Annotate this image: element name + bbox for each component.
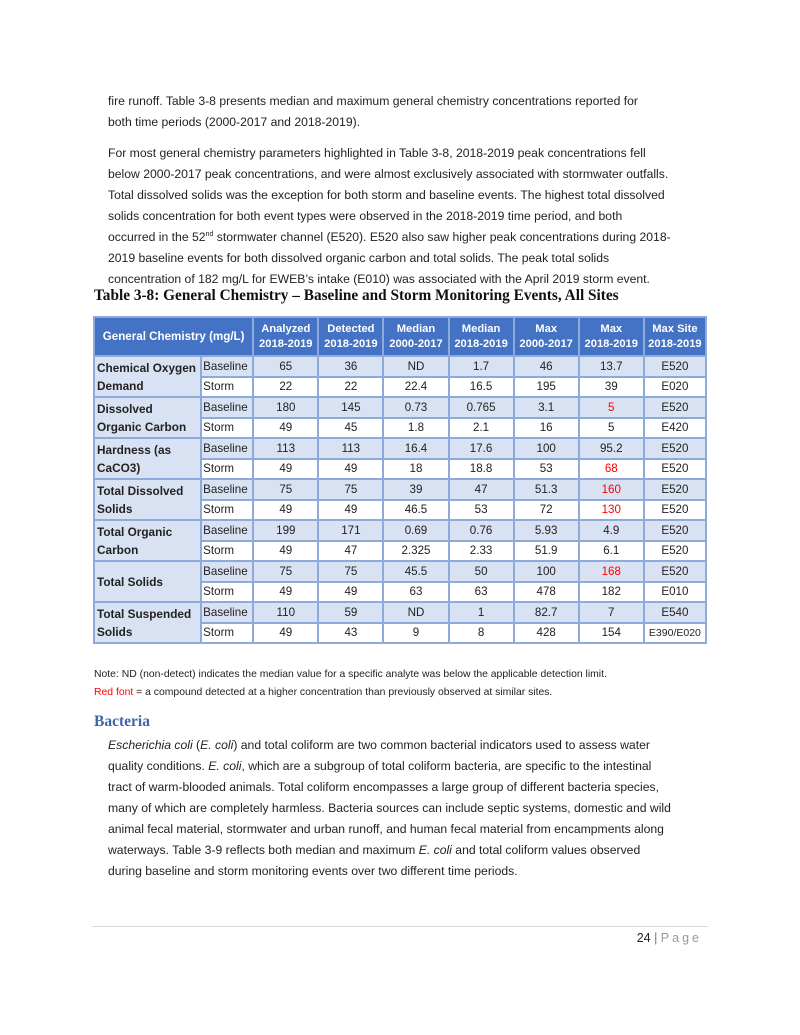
event-type: Storm [201,418,253,439]
text-segment: during baseline and storm monitoring events over two different time periods. [108,864,518,878]
column-header-label: Max [535,322,558,335]
value-cell: 113 [253,438,318,459]
value-cell: E520 [644,397,706,418]
text-segment: E. coli [418,843,452,857]
text-segment: 2019 baseline events for both dissolved organic carbon and total solids. The peak total solids [108,251,610,265]
value-cell: 22.4 [383,377,448,398]
parameter-name: Dissolved Organic Carbon [94,397,201,438]
superscript: nd [205,231,214,238]
value-cell: 100 [514,561,579,582]
column-header [449,317,514,356]
table-row [94,356,706,377]
text-line [108,187,665,203]
column-header-period: 2018-2019 [454,337,508,350]
text-segment: below 2000-2017 peak concentrations, and were almost exclusively associated with stormwater outfalls. [108,167,669,181]
text-line [108,114,360,130]
column-header [253,317,318,356]
table-row [94,479,706,500]
value-cell: 63 [383,582,448,603]
value-cell: 2.1 [449,418,514,439]
value-cell: 1.7 [449,356,514,377]
text-line [108,737,650,753]
text-segment: Total dissolved solids was the exception for both storm and baseline events. The highest total dissolved [108,188,665,202]
value-cell: 75 [318,479,383,500]
event-type: Storm [201,500,253,521]
value-cell: 130 [579,500,644,521]
value-cell: 46.5 [383,500,448,521]
value-cell: 51.3 [514,479,579,500]
value-cell: 51.9 [514,541,579,562]
column-header-label: Max [600,322,623,335]
table-row [94,561,706,582]
value-cell: 182 [579,582,644,603]
value-cell: E420 [644,418,706,439]
value-cell: 100 [514,438,579,459]
text-segment: and total coliform values observed [451,843,641,857]
column-header-label: Detected [327,322,375,335]
value-cell: 428 [514,623,579,644]
value-cell: 46 [514,356,579,377]
value-cell: 3.1 [514,397,579,418]
value-cell: 43 [318,623,383,644]
text-segment: waterways. Table 3-9 reflects both median and maximum [108,843,419,857]
table-row [94,397,706,418]
value-cell: E010 [644,582,706,603]
text-segment: For most general chemistry parameters highlighted in Table 3-8, 2018-2019 peak concentrations fell [108,146,646,160]
column-header [579,317,644,356]
column-header-period: 2000-2017 [389,337,443,350]
value-cell: 199 [253,520,318,541]
value-cell: 63 [449,582,514,603]
text-line [108,250,609,266]
page-footer [637,931,702,945]
value-cell: 18 [383,459,448,480]
value-cell: 0.765 [449,397,514,418]
text-line [108,145,646,161]
general-chemistry-table [93,316,707,644]
text-segment: tract of warm-blooded animals. Total coliform encompasses a large group of different bacteria species, [108,780,659,794]
value-cell: 2.33 [449,541,514,562]
value-cell: 16.5 [449,377,514,398]
value-cell: 0.73 [383,397,448,418]
event-type: Baseline [201,602,253,623]
event-type: Storm [201,582,253,603]
section-heading-bacteria: Bacteria [94,713,150,730]
table-row [94,438,706,459]
parameter-name: Total Organic Carbon [94,520,201,561]
value-cell: 17.6 [449,438,514,459]
column-header-period: 2018-2019 [324,337,378,350]
value-cell: E020 [644,377,706,398]
table-row [94,602,706,623]
value-cell: 59 [318,602,383,623]
value-cell: 22 [318,377,383,398]
value-cell: 7 [579,602,644,623]
value-cell: E520 [644,459,706,480]
text-segment: stormwater channel (E520). E520 also saw higher peak concentrations during 2018- [213,230,671,244]
event-type: Baseline [201,438,253,459]
column-header-period: 2000-2017 [519,337,573,350]
value-cell: 195 [514,377,579,398]
value-cell: E520 [644,356,706,377]
value-cell: 49 [318,500,383,521]
value-cell: 1 [449,602,514,623]
column-header-label: Median [461,322,501,335]
table-header-row [94,317,706,356]
header-general-chemistry: General Chemistry (mg/L) [94,317,253,356]
value-cell: E390/E020 [644,623,706,644]
event-type: Baseline [201,561,253,582]
value-cell: 154 [579,623,644,644]
value-cell: 49 [318,459,383,480]
value-cell: 95.2 [579,438,644,459]
column-header-label: Max Site [652,322,698,335]
text-segment: fire runoff. Table 3-8 presents median and maximum general chemistry concentrations reported for [108,94,638,108]
event-type: Storm [201,377,253,398]
event-type: Baseline [201,479,253,500]
table-note-nd: Note: ND (non-detect) indicates the median value for a specific analyte was below the applicable detection limit. [94,669,607,680]
text-segment: ( [192,738,201,752]
text-segment: many of which are completely harmless. Bacteria sources can include septic systems, domestic and wild [108,801,671,815]
text-segment: , which are a subgroup of total coliform bacteria, are specific to the intestinal [241,759,652,773]
event-type: Storm [201,623,253,644]
value-cell: 16 [514,418,579,439]
text-line [108,821,664,837]
event-type: Baseline [201,356,253,377]
value-cell: E520 [644,520,706,541]
column-header-period: 2018-2019 [648,337,702,350]
value-cell: 5 [579,418,644,439]
text-segment: occurred in the 52 [108,230,206,244]
parameter-name: Total Suspended Solids [94,602,201,643]
value-cell: 49 [253,459,318,480]
value-cell: 39 [579,377,644,398]
column-header-period: 2018-2019 [259,337,313,350]
parameter-name: Total Dissolved Solids [94,479,201,520]
value-cell: 49 [253,418,318,439]
value-cell: 82.7 [514,602,579,623]
value-cell: E520 [644,479,706,500]
table-title: Table 3-8: General Chemistry – Baseline and Storm Monitoring Events, All Sites [94,287,619,304]
value-cell: 168 [579,561,644,582]
value-cell: E520 [644,561,706,582]
page-label: Page [660,931,702,945]
column-header [514,317,579,356]
value-cell: 2.325 [383,541,448,562]
value-cell: 75 [253,479,318,500]
text-segment: animal fecal material, stormwater and urban runoff, and human fecal material from encampments along [108,822,664,836]
value-cell: 72 [514,500,579,521]
value-cell: 9 [383,623,448,644]
value-cell: 50 [449,561,514,582]
event-type: Baseline [201,520,253,541]
text-segment: solids concentration for both event types were observed in the 2018-2019 time period, and both [108,209,623,223]
column-header-period: 2018-2019 [584,337,639,350]
column-header-label: Median [396,322,436,335]
value-cell: 47 [318,541,383,562]
text-line [108,758,651,774]
value-cell: 49 [253,500,318,521]
event-type: Storm [201,541,253,562]
value-cell: 180 [253,397,318,418]
value-cell: 110 [253,602,318,623]
text-line [108,842,640,858]
value-cell: 49 [253,582,318,603]
value-cell: 1.8 [383,418,448,439]
parameter-name: Total Solids [94,561,201,602]
value-cell: 75 [253,561,318,582]
value-cell: 160 [579,479,644,500]
value-cell: 49 [253,623,318,644]
value-cell: 0.69 [383,520,448,541]
text-segment: E. coli [208,759,242,773]
text-segment: ) and total coliform are two common bacterial indicators used to assess water [233,738,650,752]
value-cell: E520 [644,438,706,459]
value-cell: ND [383,602,448,623]
text-line [108,800,671,816]
text-line [108,229,671,245]
page-separator: | [650,931,661,945]
value-cell: 47 [449,479,514,500]
value-cell: 8 [449,623,514,644]
footer-divider [92,926,708,927]
value-cell: 75 [318,561,383,582]
value-cell: 45.5 [383,561,448,582]
value-cell: 53 [514,459,579,480]
value-cell: ND [383,356,448,377]
text-line [108,863,518,879]
value-cell: 53 [449,500,514,521]
text-segment: both time periods (2000-2017 and 2018-2019). [108,115,361,129]
value-cell: E520 [644,541,706,562]
text-line [108,271,650,287]
value-cell: 22 [253,377,318,398]
value-cell: 0.76 [449,520,514,541]
event-type: Baseline [201,397,253,418]
column-header [644,317,706,356]
text-segment: quality conditions. [108,759,209,773]
column-header [383,317,448,356]
value-cell: 16.4 [383,438,448,459]
value-cell: 39 [383,479,448,500]
text-segment: Escherichia coli [108,738,193,752]
value-cell: 5.93 [514,520,579,541]
value-cell: 145 [318,397,383,418]
value-cell: 113 [318,438,383,459]
value-cell: 478 [514,582,579,603]
value-cell: 13.7 [579,356,644,377]
value-cell: 18.8 [449,459,514,480]
red-font-description: = a compound detected at a higher concentration than previously observed at similar sites. [133,687,553,698]
parameter-name: Chemical Oxygen Demand [94,356,201,397]
table-note-red-font [94,687,552,698]
value-cell: E520 [644,500,706,521]
value-cell: E540 [644,602,706,623]
value-cell: 68 [579,459,644,480]
value-cell: 171 [318,520,383,541]
value-cell: 6.1 [579,541,644,562]
value-cell: 4.9 [579,520,644,541]
value-cell: 45 [318,418,383,439]
text-line [108,208,622,224]
value-cell: 5 [579,397,644,418]
page-number: 24 [636,931,651,945]
text-line [108,779,659,795]
value-cell: 49 [318,582,383,603]
text-segment: concentration of 182 mg/L for EWEB’s intake (E010) was associated with the April 2019 storm event. [108,272,650,286]
value-cell: 65 [253,356,318,377]
text-line [108,166,668,182]
parameter-name: Hardness (as CaCO3) [94,438,201,479]
column-header-label: Analyzed [261,322,311,335]
text-line [108,93,638,109]
table-row [94,520,706,541]
value-cell: 49 [253,541,318,562]
value-cell: 36 [318,356,383,377]
column-header [318,317,383,356]
event-type: Storm [201,459,253,480]
red-font-label: Red font [94,687,134,698]
text-segment: E. coli [200,738,234,752]
